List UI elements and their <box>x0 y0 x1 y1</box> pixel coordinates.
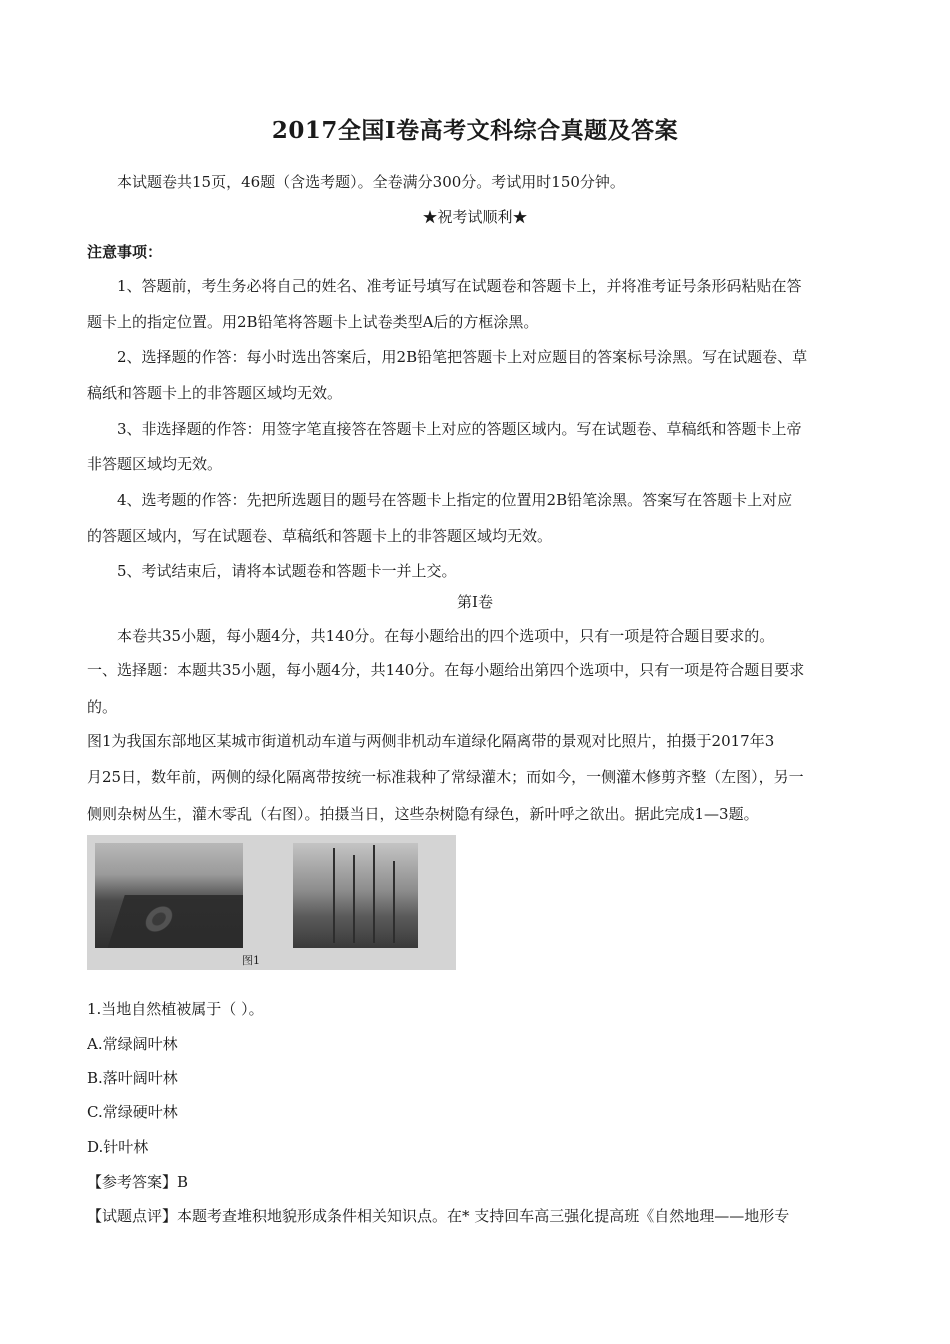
notice-line: 4、选考题的作答：先把所选题目的题号在答题卡上指定的位置用2B铅笔涂黑。答案写在答题卡上对应 <box>117 491 793 509</box>
notice-line: 2、选择题的作答：每小时选出答案后，用2B铅笔把答题卡上对应题目的答案标号涂黑。写在试题卷、草 <box>117 348 808 366</box>
notice-line: 5、考试结束后，请将本试题卷和答题卡一并上交。 <box>117 562 457 580</box>
passage-line: 月25日，数年前，两侧的绿化隔离带按统一标准栽种了常绿灌木；而如今，一侧灌木修剪齐整（左图），另一 <box>87 768 804 786</box>
notice-line: 1、答题前，考生务必将自己的姓名、准考证号填写在试题卷和答题卡上，并将准考证号条形码粘贴在答 <box>117 277 802 295</box>
notice-line: 非答题区域均无效。 <box>87 455 223 473</box>
notice-line: 的答题区域内，写在试题卷、草稿纸和答题卡上的非答题区域均无效。 <box>87 527 553 545</box>
passage-line: 图1为我国东部地区某城市街道机动车道与两侧非机动车道绿化隔离带的景观对比照片，拍摄于2017年3 <box>87 732 775 750</box>
question-comment: 【试题点评】本题考查堆积地貌形成条件相关知识点。在* 支持回车高三强化提高班《自然地理——地形专 <box>87 1207 790 1225</box>
option-c: C.常绿硬叶林 <box>87 1103 178 1121</box>
reference-answer: 【参考答案】B <box>87 1173 189 1191</box>
photo-trimmed-hedge <box>95 843 243 948</box>
part-one-line: 一、选择题：本题共35小题，每小题4分，共140分。在每小题给出第四个选项中，只有一项是符合题目要求 <box>87 661 805 679</box>
notice-line: 题卡上的指定位置。用2B铅笔将答题卡上试卷类型A后的方框涂黑。 <box>87 313 539 331</box>
document-title: 2017全国Ⅰ卷高考文科综合真题及答案 <box>271 117 679 144</box>
passage-line: 侧则杂树丛生，灌木零乱（右图）。拍摄当日，这些杂树隐有绿色，新叶呼之欲出。据此完成1—3题。 <box>87 805 759 823</box>
notice-line: 3、非选择题的作答：用签字笔直接答在答题卡上对应的答题区域内。写在试题卷、草稿纸和答题卡上帝 <box>117 420 802 438</box>
question-text: 1.当地自然植被属于（ ）。 <box>87 1000 264 1018</box>
notice-line: 稿纸和答题卡上的非答题区域均无效。 <box>87 384 343 402</box>
good-luck-text: ★祝考试顺利★ <box>422 208 528 226</box>
option-b: B.落叶阔叶林 <box>87 1069 178 1087</box>
figure-1-photo <box>87 835 456 970</box>
option-a: A.常绿阔叶林 <box>87 1035 178 1053</box>
figure-caption: 图1 <box>242 954 260 967</box>
notice-heading: 注意事项： <box>87 243 163 261</box>
photo-overgrown-trees <box>293 843 418 948</box>
section-intro: 本卷共35小题，每小题4分，共140分。在每小题给出的四个选项中，只有一项是符合题目要求的。 <box>117 627 775 645</box>
part-one-line: 的。 <box>87 698 118 716</box>
intro-text: 本试题卷共15页，46题（含选考题）。全卷满分300分。考试用时150分钟。 <box>117 173 625 191</box>
section-title: 第Ⅰ卷 <box>457 593 493 611</box>
option-d: D.针叶林 <box>87 1138 149 1156</box>
